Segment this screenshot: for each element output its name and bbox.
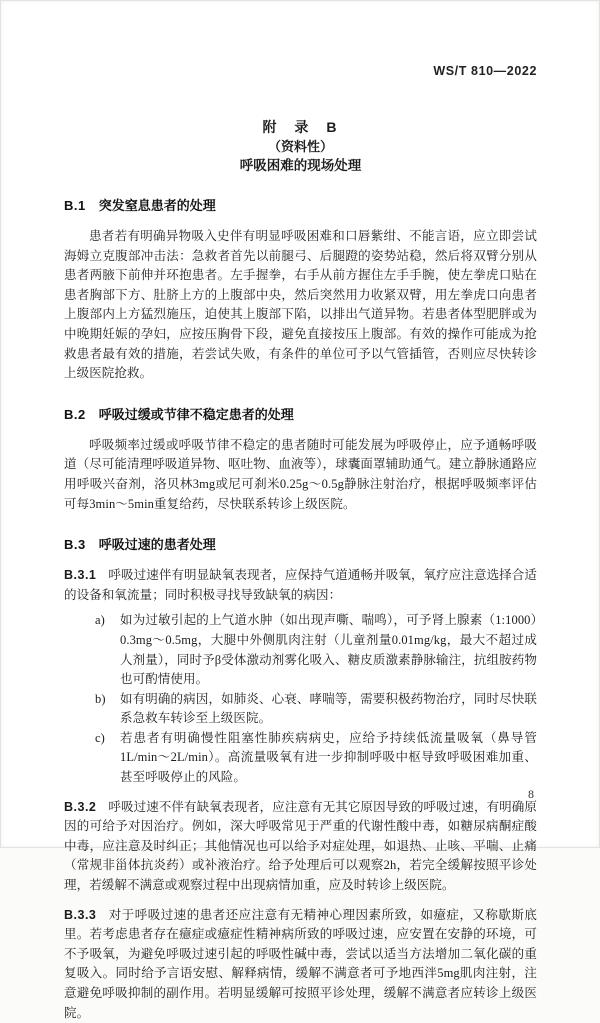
section-b3-title: 呼吸过速的患者处理 [98,537,216,553]
section-b2-heading [64,404,537,423]
section-b2-paragraph: 呼吸频率过缓或呼吸节律不稳定的患者随时可能发展为呼吸停止，应予通畅呼吸道（尽可能清理呼吸道异物、呕吐物、血液等），球囊面罩辅助通气。建立静脉通路应用呼吸兴奋剂，洛贝林3mg或尼可刹米0.25g～0.5g静脉注射治疗，根据呼吸频率评估可每3min～5min重复给药，尽快联系转诊上级医院。 [64,437,537,511]
section-b1-heading [64,195,537,214]
appendix-type: （资料性） [267,139,333,154]
clause-b33-paragraph [64,906,537,1023]
clause-b31-number: B.3.1 [64,568,97,583]
section-b3-heading [64,534,537,553]
appendix-title-block [64,118,537,175]
list-item-b-text: 如有明确的病因，如肺炎、心衰、哮喘等，需要积极药物治疗，同时尽快联系急救车转诊至上级医院。 [120,691,537,726]
section-b2-number: B.2 [64,406,86,422]
clause-b33-text: 对于呼吸过速的患者还应注意有无精神心理因素所致，如癔症，又称歇斯底里。若考虑患者存在癔症或癔症性精神病所致的呼吸过速，应安置在安静的环境，可不予吸氧，为避免呼吸过速引起的呼吸性碱中毒，尝试以适当方法增加二氧化碳的重复吸入。同时给予言语安慰、解释病情，缓解不满意者可予地西泮5mg肌肉注射，注意避免呼吸抑制的副作用。若明显缓解可按照平诊处理，缓解不满意者应转诊上级医院。 [64,907,537,1020]
document-header [64,62,537,80]
section-b1-title: 突发窒息患者的处理 [98,198,216,213]
list-item-b [64,690,537,729]
list-item-c-text: 若患者有明确慢性阻塞性肺疾病病史，应给予持续低流量吸氧（鼻导管1L/min～2L/min）。高流量吸氧有进一步抑制呼吸中枢导致呼吸困难加重、甚至呼吸停止的风险。 [120,730,537,785]
section-b1-paragraph: 患者若有明确异物吸入史伴有明显呼吸困难和口唇紫绀、不能言语，应立即尝试海姆立克腹部冲击法：急救者首先以前腿弓、后腿蹬的姿势站稳，然后将双臂分别从患者两腋下前伸并环抱患者。左手握拳，右手从前方握住左手手腕，使左拳虎口贴在患者胸部下方、肚脐上方的上腹部中央，然后突然用力收紧双臂，用左拳虎口向患者上腹部内上方猛烈施压，迫使其上腹部下陷，以排出气道异物。若患者体型肥胖或为中晚期妊娠的孕妇，应按压胸骨下段，避免直接按压上腹部。有效的操作可能成为抢救患者最有效的措施，若尝试失败，有条件的单位可予以气管插管，否则应尽快转诊上级医院抢救。 [64,229,537,381]
standard-number: WS/T 810—2022 [433,64,537,78]
list-item-c-marker: c) [95,730,105,745]
clause-b33-number: B.3.3 [64,907,97,922]
clause-b32-text: 呼吸过速不伴有缺氧表现者，应注意有无其它原因导致的呼吸过速，有明确原因的可给予对因治疗。例如，深大呼吸常见于严重的代谢性酸中毒，如糖尿病酮症酸中毒，应注意及时纠正；其他情况也可以给予对症处理，如退热、止咳、平喘、止痛（常规非甾体抗炎药）或补液治疗。给予处理后可以观察2h，若完全缓解按照平诊处理，若缓解不满意或观察过程中出现病情加重，应及时转诊上级医院。 [64,799,537,893]
clause-b31-item-list [64,611,537,787]
clause-b31-paragraph [64,566,537,605]
list-item-a-text: 如为过敏引起的上气道水肿（如出现声嘶、喘鸣），可予肾上腺素（1:1000）0.3mg～0.5mg，大腿中外侧肌肉注射（儿童剂量0.01mg/kg，最大不超过成人剂量），同时予β受体激动剂雾化吸入、糖皮质激素静脉输注，抗组胺药物也可酌情使用。 [120,613,537,687]
section-b3-number: B.3 [64,537,86,553]
appendix-label: 附 录 B [262,119,339,135]
clause-b32-paragraph [64,798,537,896]
list-item-a [64,611,537,689]
list-item-b-marker: b) [95,691,106,706]
section-b1-number: B.1 [64,198,86,213]
page-number: 8 [528,787,534,801]
list-item-a-marker: a) [95,613,105,628]
section-b2-title: 呼吸过缓或节律不稳定患者的处理 [98,406,294,422]
clause-b32-number: B.3.2 [64,799,97,814]
list-item-c [64,729,537,788]
clause-b31-text: 呼吸过速伴有明显缺氧表现者，应保持气道通畅并吸氧，氧疗应注意选择合适的设备和氧流量；同时积极寻找导致缺氧的病因： [64,568,537,602]
appendix-name: 呼吸困难的现场处理 [239,158,362,173]
